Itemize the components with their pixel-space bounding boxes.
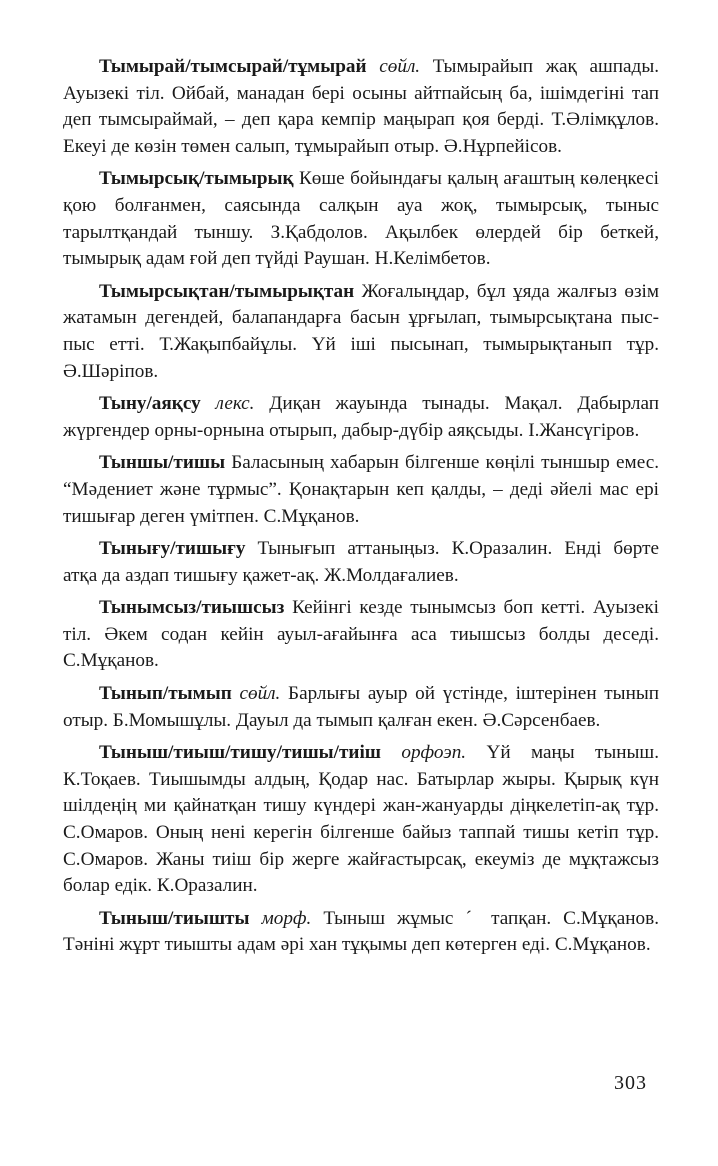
entry-text: Барлығы ауыр ой үстінде, іштерінен тынып отыр. Б.Момышұлы. Дауыл да тымып қалған екен. Ә.Сәрсенбаев. [63, 683, 659, 731]
dictionary-entry [63, 391, 659, 444]
entry-headword: Тынымсыз/тиышсыз [99, 597, 285, 619]
entry-text: Баласының хабарын білгенше көңілі тыншыр емес. “Мәдениет және тұрмыс”. Қонақтарын кеп қалды, – деді әйелі мас ері тишығар деген үмітпен. С.Мұқанов. [63, 452, 660, 527]
entry-text: Кейінгі кезде тынымсыз боп кетті. Ауызекі тіл. Әкем содан кейін ауыл-ағайынға аса тиышсыз болды деседі. С.Мұқанов. [63, 597, 659, 672]
dictionary-entry [63, 740, 659, 900]
dictionary-entry [63, 681, 659, 734]
entry-headword: Тымырсықтан/тымырықтан [99, 280, 355, 302]
entry-label: орфоэп. [401, 742, 467, 764]
dictionary-page [63, 54, 659, 965]
entry-text: Диқан жауында тынады. Мақал. Дабырлап жүргендер орны-орнына отырып, дабыр-дүбір аяқсыды. І.Жансүгіров. [63, 393, 660, 441]
dictionary-entry [63, 166, 659, 272]
dictionary-entry [63, 595, 659, 675]
dictionary-entry [63, 450, 659, 530]
entry-text: Көше бойындағы қалың ағаштың көлеңкесі қою болғанмен, саясында салқын ауа жоқ, тымырсық, тыныс тарылтқандай тыншу. З.Қабдолов. Ақылбек өлердей бір беткей, тымырық адам ғой деп түйді Раушан. Н.Келімбетов. [63, 168, 660, 270]
entry-text: Тымырайып жақ ашпады. Ауызекі тіл. Ойбай, манадан бері осыны айтпайсың ба, ішімдегіні тап деп тымсыраймай, – деп қара кемпір маңырап қоя берді. Т.Әлімқұлов. Екеуі де көзін төмен салып, тұмырайып отыр. Ә.Нұрпейісов. [63, 56, 660, 157]
entry-headword: Тынығу/тишығу [99, 538, 246, 560]
entry-headword: Тыныш/тиышты [99, 907, 250, 929]
dictionary-entry [63, 54, 659, 160]
entry-headword: Тымырсық/тымырық [99, 168, 294, 190]
entry-label: сөйл. [379, 56, 421, 77]
dictionary-entry [63, 279, 659, 385]
dictionary-entry [63, 906, 659, 959]
page-number: 303 [614, 1072, 647, 1094]
entry-text: Жоғалыңдар, бұл ұяда жалғыз өзім жатамын дегендей, балапандарға басын ұрғылап, тымырсықтана пыс-пыс етті. Т.Жақыпбайұлы. Үй іші пысынап, тымырықтанып тұр. Ә.Шәріпов. [63, 280, 659, 382]
entry-headword: Тыныш/тиыш/тишу/тишы/тиіш [99, 742, 381, 764]
entry-text: Тынығып аттаныңыз. К.Оразалин. Енді бөрте атқа да аздап тишығу қажет-ақ. Ж.Молдағалиев. [63, 538, 660, 586]
entry-text: Тыныш жұмыс ˊ тапқан. С.Мұқанов. Тәніні жұрт тиышты адам әрі хан тұқымы деп көтерген еді. С.Мұқанов. [63, 907, 659, 956]
entry-headword: Тыну/аяқсу [99, 393, 201, 415]
entry-label: сөйл. [239, 683, 281, 705]
entry-label: морф. [261, 907, 312, 929]
entry-headword: Тымырай/тымсырай/тұмырай [99, 56, 367, 77]
entry-headword: Тынып/тымып [99, 683, 232, 705]
entry-headword: Тыншы/тишы [99, 452, 226, 474]
entry-label: лекс. [215, 393, 255, 415]
entry-text: Үй маңы тыныш. К.Тоқаев. Тиышымды алдың, Қодар нас. Батырлар жыры. Қырық күн шілдеңің ми қайнатқан тишу күндері жан-жануарды діңкелетіп-ақ тұр. С.Омаров. Оның нені керегін білгенше байыз таппай тишы кетіп тұр. С.Омаров. Жаны тиіш бір жерге жайғастырсақ, екеуміз де мұқтажсыз болар едік. К.Оразалин. [63, 742, 659, 897]
dictionary-entry [63, 536, 659, 589]
